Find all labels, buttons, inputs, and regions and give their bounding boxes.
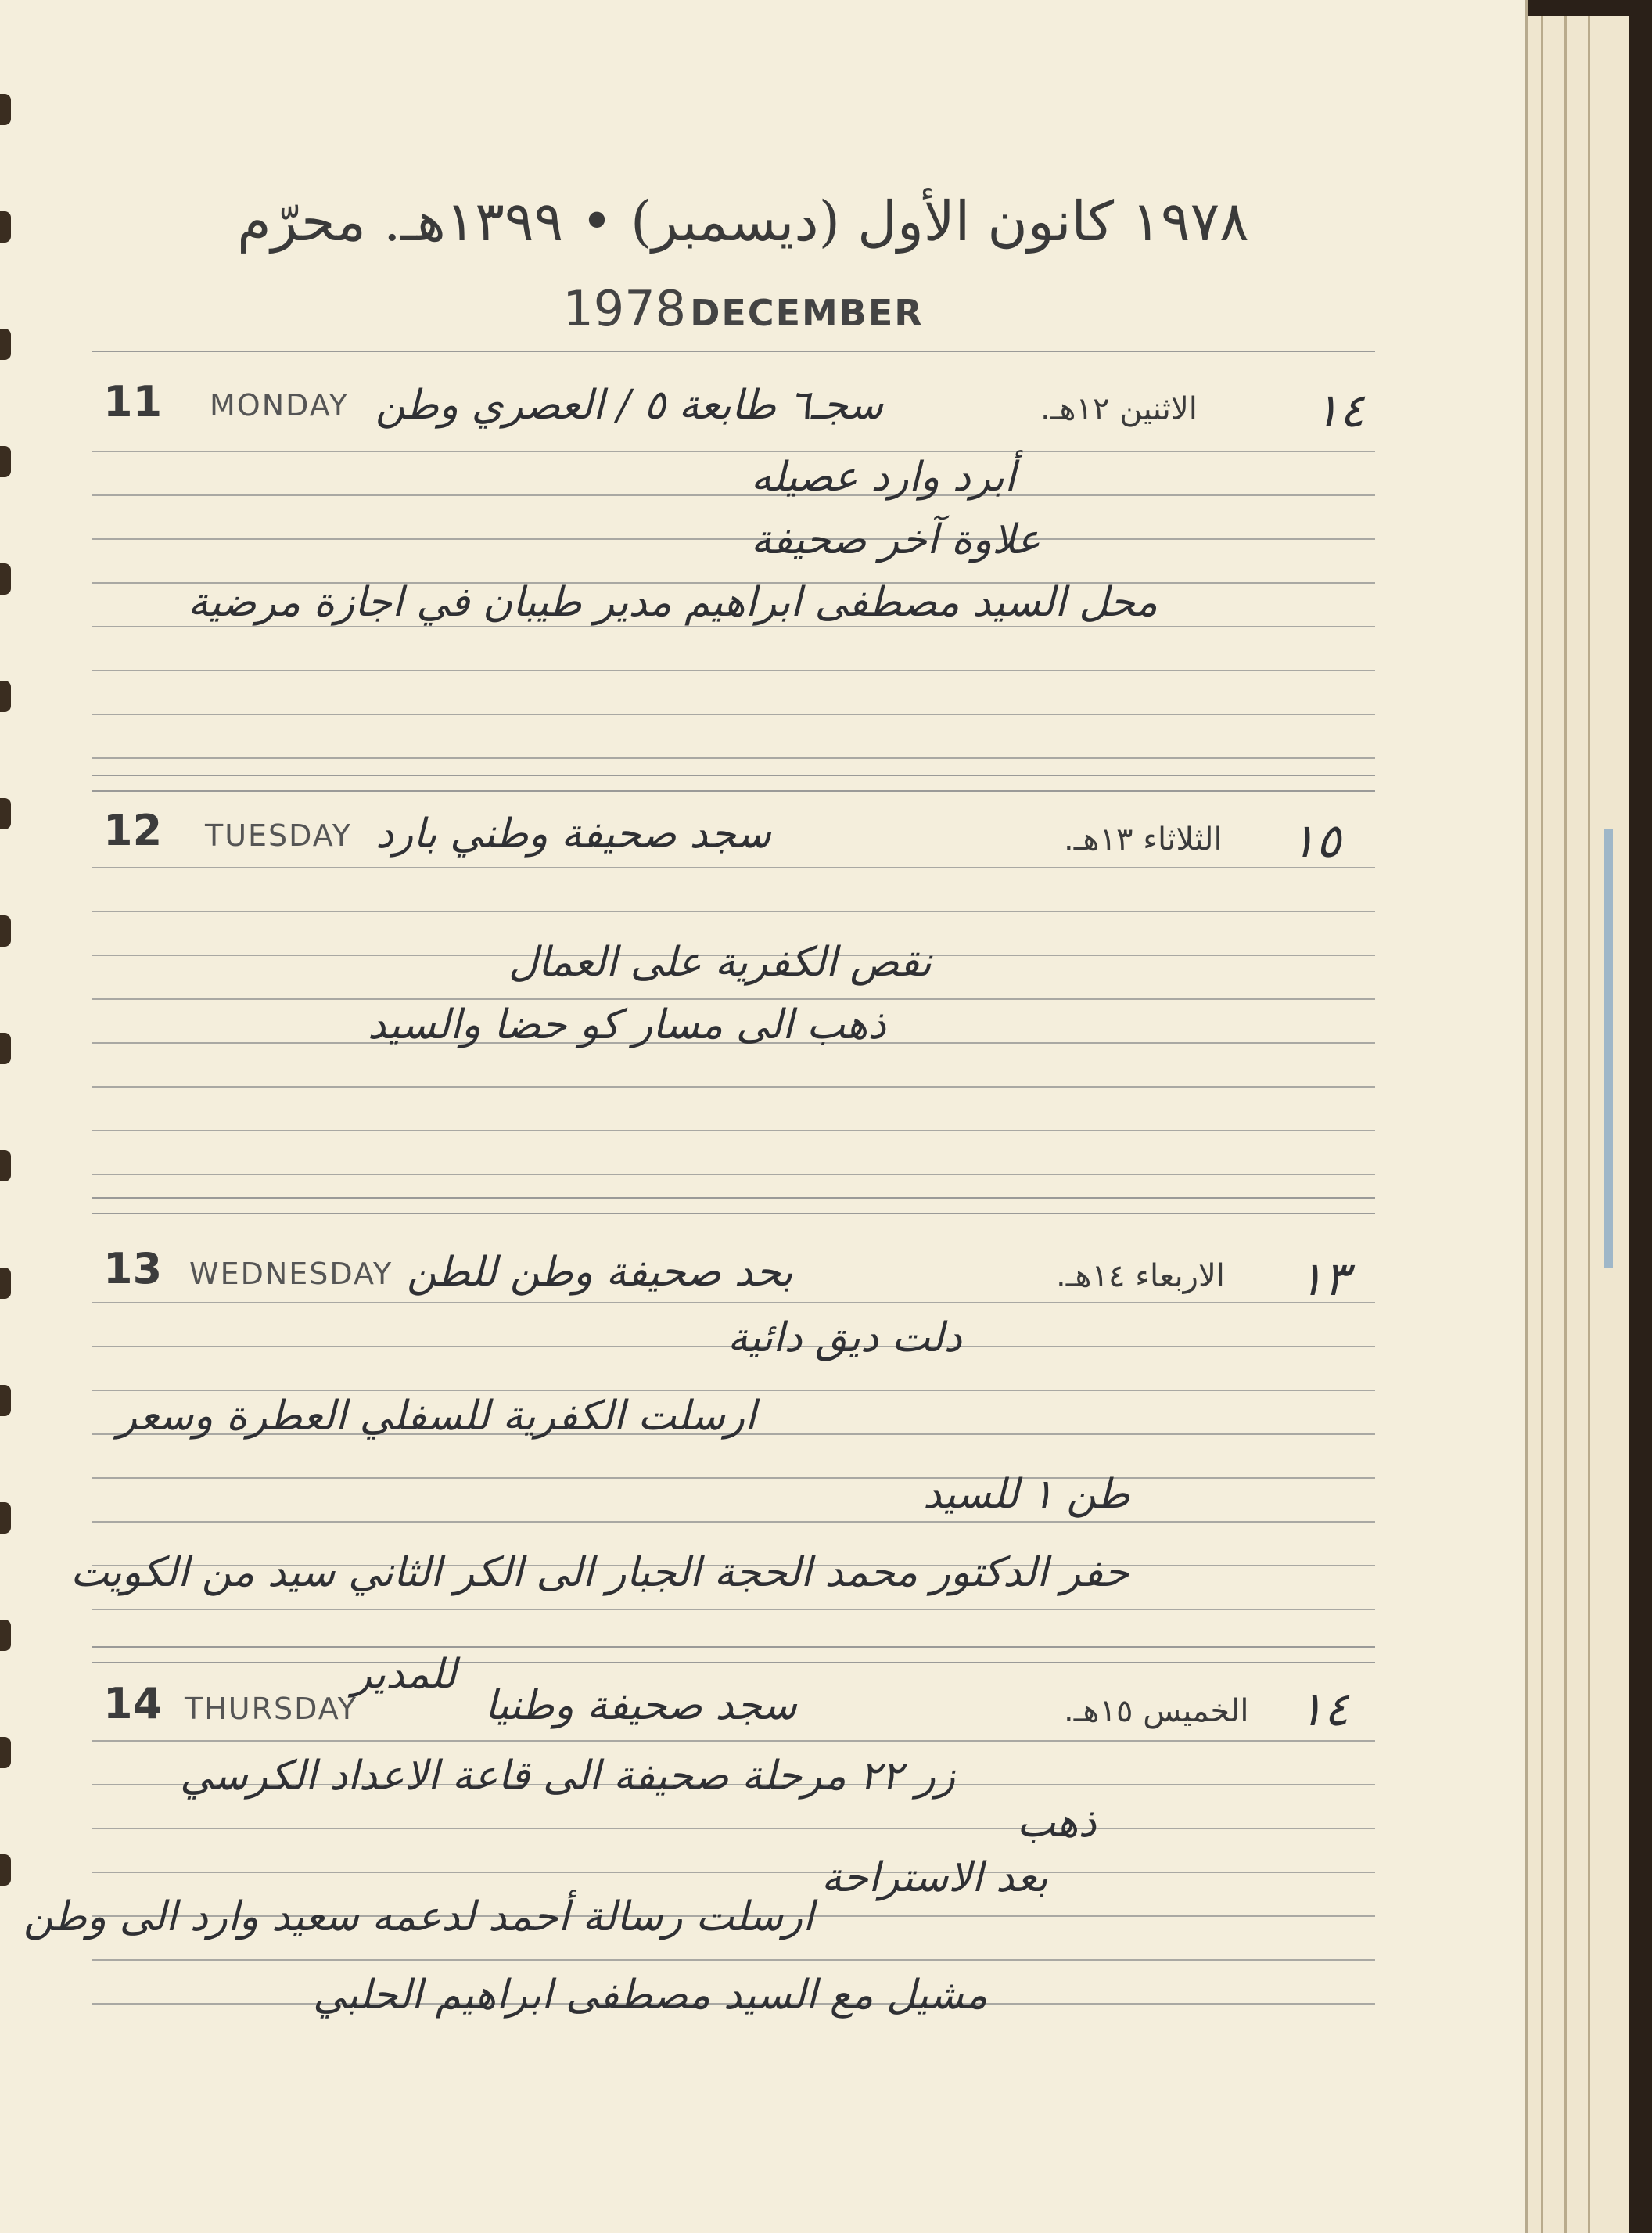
day-name: WEDNESDAY [189,1257,393,1291]
day-arabic: الثلاثاء ١٣هـ. [1064,822,1223,858]
handwritten-note: بعد الاستراحة [821,1854,1048,1901]
handwritten-note: أبرد وارد عصيله [751,454,1016,501]
day-number: 12 [103,806,163,855]
header-english-date [156,280,1330,337]
handwritten-note: حفر الدكتور محمد الحجة الجبار الى الكر الثاني سيد من الكويت [70,1549,1129,1596]
handwritten-note: سجـ٦ طابعة ٥ / العصري وطن [375,382,884,429]
day-number: 14 [103,1679,163,1728]
handwritten-note: ذهب [1017,1800,1097,1846]
binding-holes [0,94,11,1972]
day-divider [92,351,1375,352]
handwritten-note: ١٤ [1298,1682,1349,1737]
handwritten-note: للمدير [352,1651,457,1698]
handwritten-note: طن ١ للسيد [923,1471,1130,1518]
header-month: DECEMBER [690,292,924,334]
header-year: 1978 [562,280,687,337]
day-arabic: الخميس ١٥هـ. [1064,1693,1249,1729]
day-divider [92,790,1375,792]
handwritten-note: ارسلت رسالة أحمد لدعمه سعيد وارد الى وطن [23,1893,814,1940]
day-name: TUESDAY [205,818,353,853]
day-number: 11 [103,377,163,426]
handwritten-note: بحد صحيفة وطن للطن [407,1249,793,1296]
handwritten-note: ارسلت الكفرية للسفلي العطرة وسعر [117,1393,756,1440]
handwritten-note: نقص الكفرية على العمال [508,939,932,986]
ribbon-marker [1604,829,1613,1268]
day-divider [92,1213,1375,1214]
handwritten-note: ١٤ [1314,383,1365,438]
handwritten-note: ١٥ [1291,814,1341,868]
day-arabic: الاربعاء ١٤هـ. [1056,1258,1225,1294]
day-name: MONDAY [210,388,349,423]
day-divider [92,1197,1375,1199]
day-arabic: الاثنين ١٢هـ. [1040,391,1198,427]
handwritten-note: سجد صحيفة وطني بارد [375,811,771,858]
handwritten-note: محل السيد مصطفى ابراهيم مدير طيبان في اجازة مرضية [188,579,1158,626]
handwritten-note: ذهب الى مسار كو حضا والسيد [368,1001,886,1048]
handwritten-note: زر ٢٢ مرحلة صحيفة الى قاعة الاعداد الكرسي [180,1753,956,1800]
day-number: 13 [103,1244,163,1293]
day-divider [92,1662,1375,1663]
handwritten-note: ١٣ [1298,1252,1349,1307]
handwritten-note: علاوة آخر صحيفة [751,516,1041,563]
handwritten-note: سجد صحيفة وطنيا [485,1682,797,1729]
handwritten-note: مشيل مع السيد مصطفى ابراهيم الحلبي [313,1972,988,2019]
day-name: THURSDAY [185,1692,357,1726]
day-divider [92,775,1375,776]
handwritten-note: دلت ديق دائية [727,1314,962,1361]
day-divider [92,1646,1375,1648]
header-arabic-date: ١٩٧٨ كانون الأول (ديسمبر) • ١٣٩٩هـ. محرّم [237,189,1249,254]
